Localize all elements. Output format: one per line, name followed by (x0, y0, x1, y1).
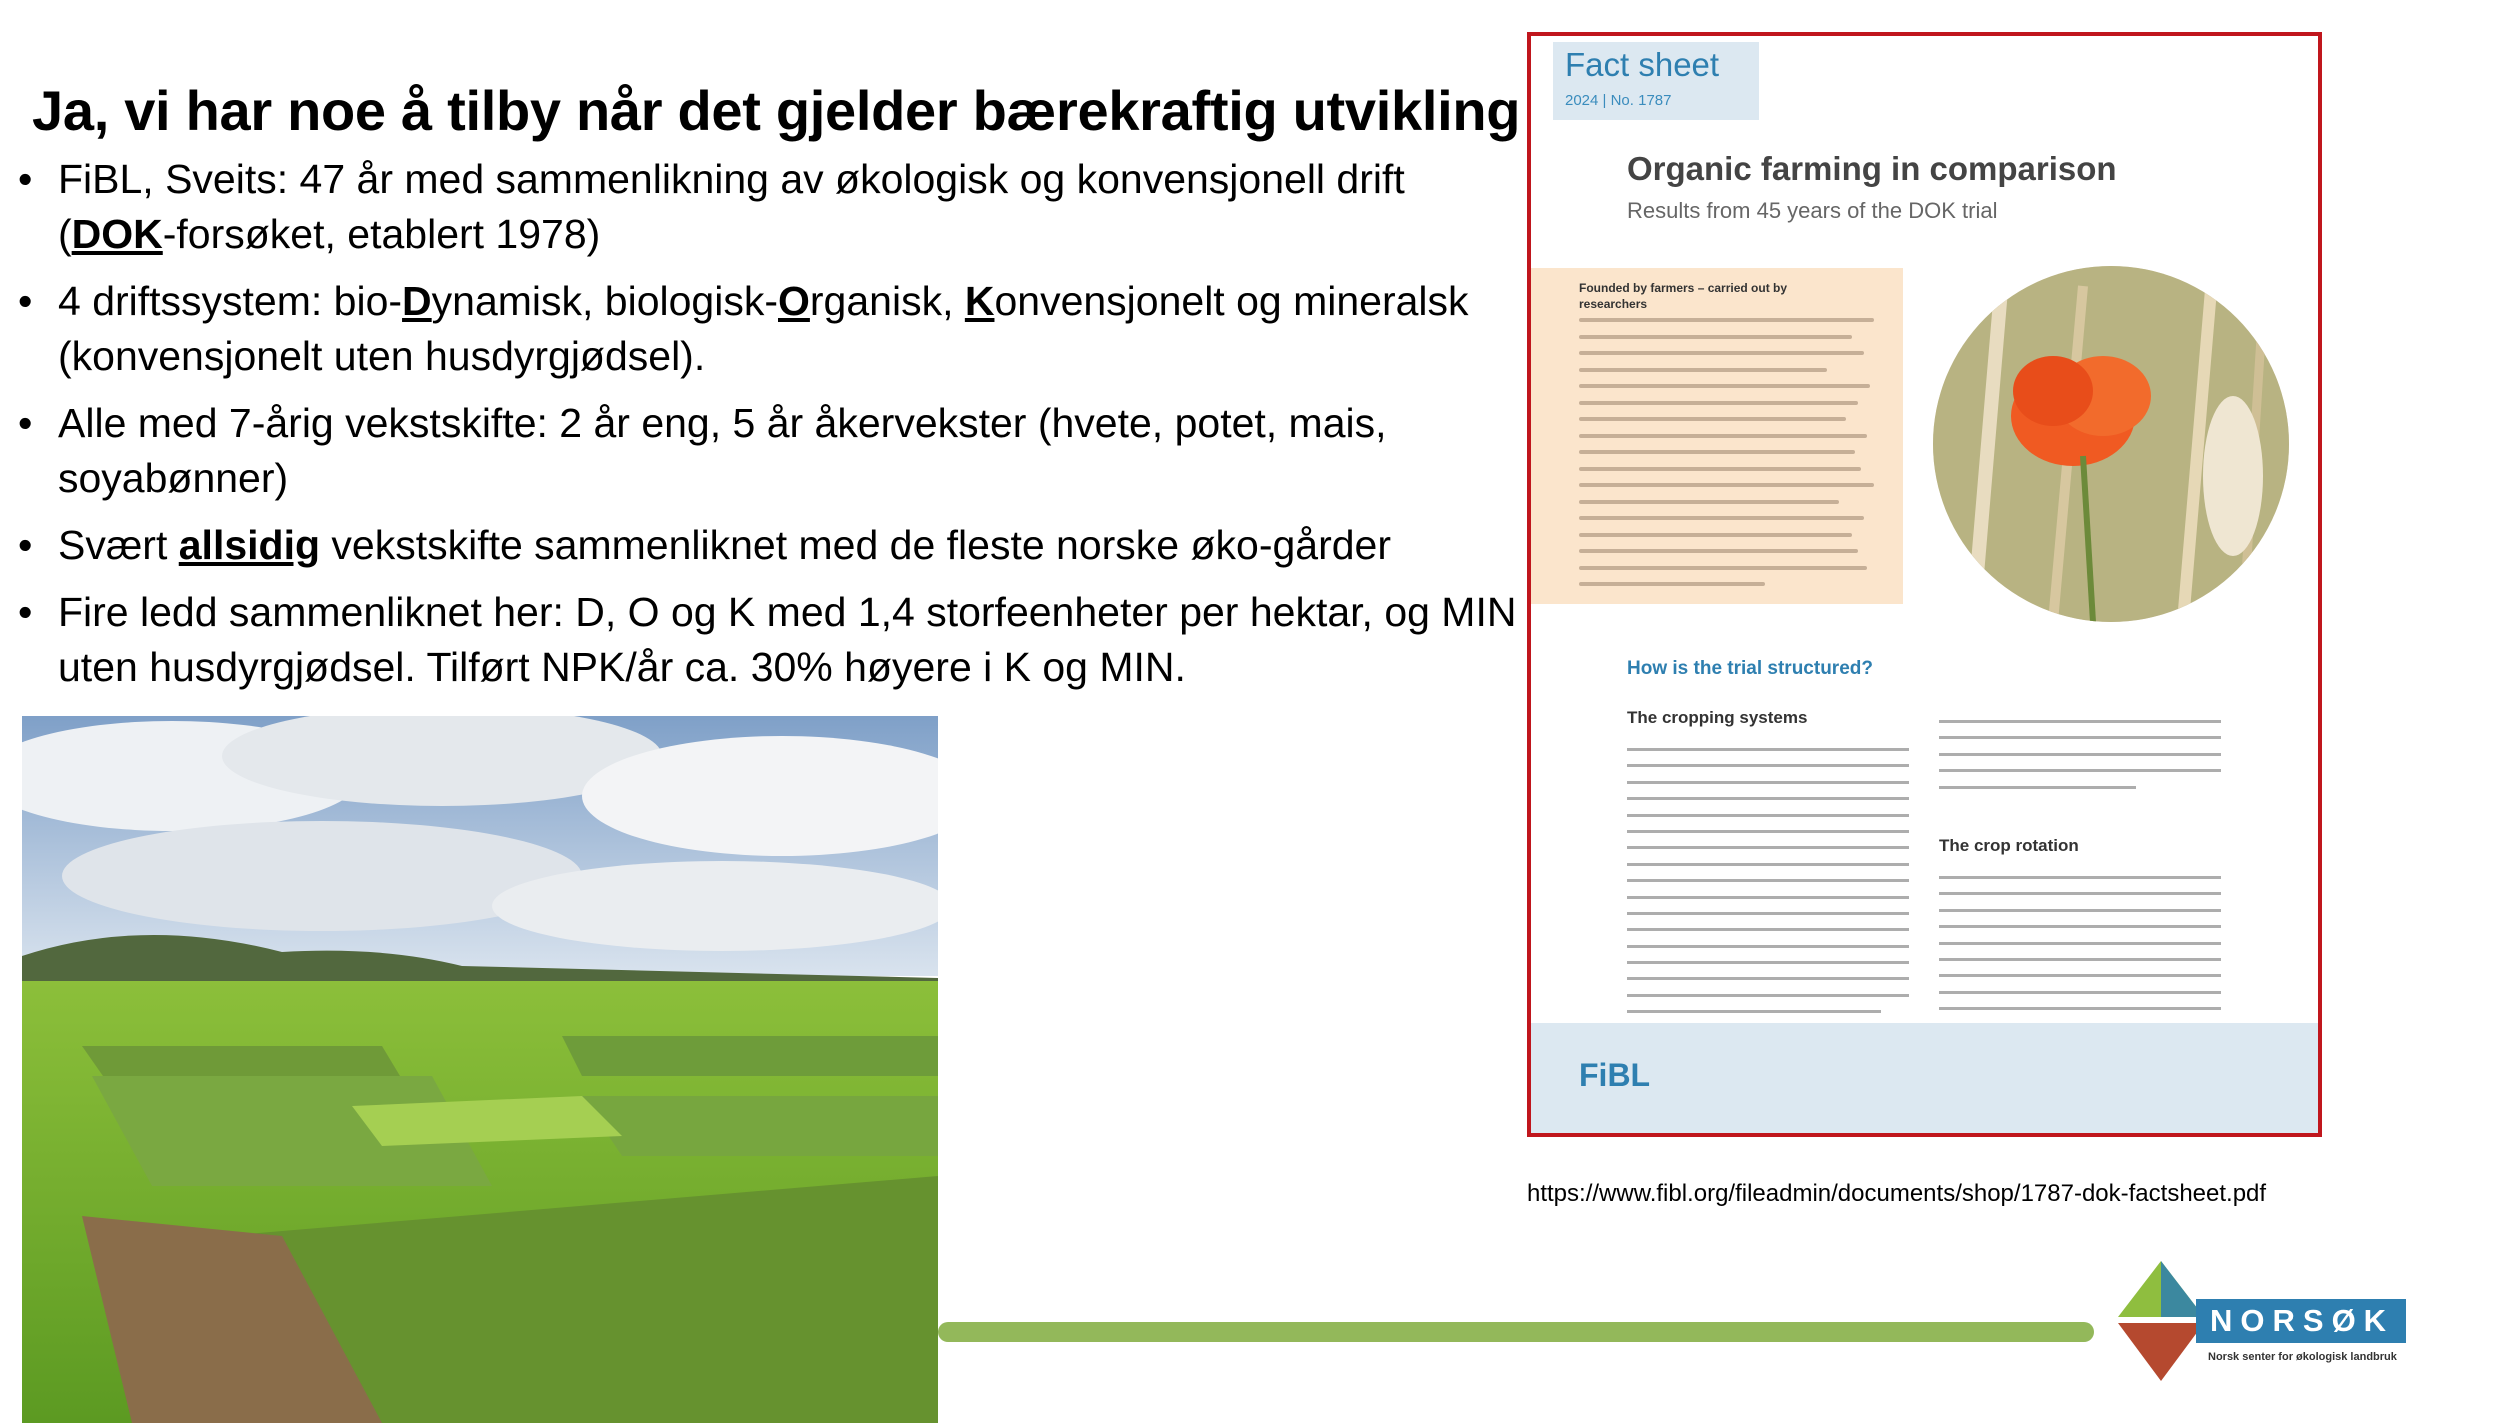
norsok-diamond-icon (2116, 1259, 2206, 1384)
fact-sheet-intro-box: Founded by farmers – carried out by researchers (1531, 268, 1903, 604)
source-link[interactable]: https://www.fibl.org/fileadmin/documents/shop/1787-dok-factsheet.pdf (1527, 1180, 2267, 1207)
bullet-item: • 4 driftssystem: bio-Dynamisk, biologisk-Organisk, Konvensjonelt og mineralsk (konvensjonelt uten husdyrgjødsel). (18, 274, 1518, 384)
fact-sheet-column-right-top (1939, 720, 2221, 802)
norsok-logo (2116, 1259, 2406, 1384)
slide-title: Ja, vi har noe å tilby når det gjelder bærekraftig utvikling (32, 79, 1521, 142)
fact-sheet-thumbnail (1527, 32, 2322, 1137)
bullet-item: • Fire ledd sammenliknet her: D, O og K med 1,4 storfeenheter per hektar, og MIN uten husdyrgjødsel. Tilført NPK/år ca. 30% høyere i K og MIN. (18, 585, 1518, 695)
letter-d: D (402, 278, 432, 324)
fibl-logo: FiBL (1579, 1057, 1651, 1093)
norsok-wordmark: NORSØK (2196, 1299, 2406, 1343)
fact-sheet-tab: Fact sheet 2024 | No. 1787 (1553, 42, 1759, 120)
allsidig-emphasis: allsidig (178, 522, 321, 568)
fact-sheet-subtitle: Results from 45 years of the DOK trial (1627, 198, 1998, 223)
fact-sheet-subheading-2: The crop rotation (1939, 836, 2079, 855)
fact-sheet-column-right (1939, 876, 2221, 1040)
fact-sheet-column-left (1627, 748, 1909, 1027)
letter-k: K (964, 278, 995, 324)
field-trial-photo (22, 716, 938, 1423)
norsok-tagline: Norsk senter for økologisk landbruk (2208, 1351, 2397, 1363)
bullet-item: • Alle med 7-årig vekstskifte: 2 år eng, 5 år åkervekster (hvete, potet, mais, soyabønner) (18, 396, 1518, 506)
accent-bar (938, 1322, 2094, 1342)
bullet-item: • Svært allsidig vekstskifte sammenliknet med de fleste norske øko-gårder (18, 518, 1518, 573)
fact-sheet-footer (1531, 1023, 2318, 1133)
dok-emphasis: DOK (71, 211, 163, 257)
bullet-list (18, 152, 1518, 707)
poppy-image (1933, 266, 2289, 622)
letter-o: O (778, 278, 810, 324)
bullet-item: • FiBL, Sveits: 47 år med sammenlikning av økologisk og konvensjonell drift (DOK-forsøket, etablert 1978) (18, 152, 1518, 262)
fact-sheet-section-heading: How is the trial structured? (1627, 658, 1873, 679)
fact-sheet-title: Organic farming in comparison (1627, 150, 2117, 187)
fact-sheet-subheading: The cropping systems (1627, 708, 1808, 727)
